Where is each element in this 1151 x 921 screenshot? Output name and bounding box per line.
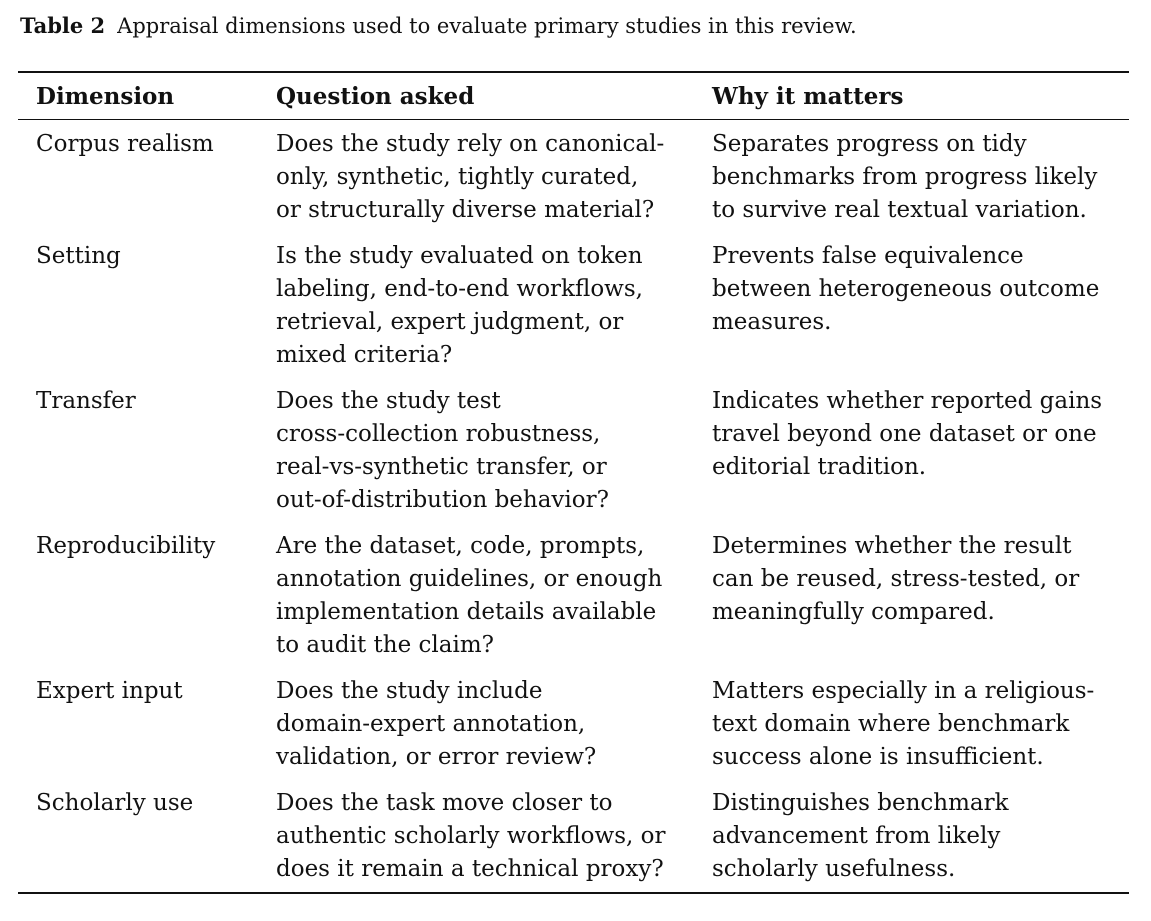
cell-question bbox=[258, 375, 694, 520]
cell-why-line: measures. bbox=[712, 309, 832, 335]
caption-text: Appraisal dimensions used to evaluate primary studies in this review. bbox=[117, 14, 857, 38]
cell-question-line: Does the task move closer to bbox=[276, 790, 613, 816]
cell-dimension: Corpus realism bbox=[36, 131, 214, 157]
cell-why bbox=[694, 777, 1129, 893]
table-row bbox=[18, 230, 1129, 375]
cell-question bbox=[258, 777, 694, 893]
cell-question-line: only, synthetic, tightly curated, bbox=[276, 164, 639, 190]
table-row bbox=[18, 520, 1129, 665]
table-row bbox=[18, 665, 1129, 777]
cell-why-line: travel beyond one dataset or one bbox=[712, 421, 1097, 447]
cell-why-line: Matters especially in a religious- bbox=[712, 678, 1095, 704]
header-why: Why it matters bbox=[712, 83, 904, 110]
cell-question-line: mixed criteria? bbox=[276, 342, 453, 368]
cell-question-line: out-of-distribution behavior? bbox=[276, 487, 609, 513]
cell-dimension: Expert input bbox=[36, 678, 183, 704]
cell-why-line: Prevents false equivalence bbox=[712, 243, 1024, 269]
cell-why-line: between heterogeneous outcome bbox=[712, 276, 1100, 302]
cell-why-line: Indicates whether reported gains bbox=[712, 388, 1103, 414]
cell-why-line: can be reused, stress-tested, or bbox=[712, 566, 1080, 592]
cell-question-line: authentic scholarly workflows, or bbox=[276, 823, 666, 849]
cell-question bbox=[258, 230, 694, 375]
cell-question-line: retrieval, expert judgment, or bbox=[276, 309, 624, 335]
cell-question-line: Does the study include bbox=[276, 678, 543, 704]
cell-question-line: to audit the claim? bbox=[276, 632, 494, 658]
cell-question-line: Is the study evaluated on token bbox=[276, 243, 643, 269]
cell-why bbox=[694, 520, 1129, 665]
cell-question bbox=[258, 665, 694, 777]
cell-question-line: cross-collection robustness, bbox=[276, 421, 601, 447]
table-row bbox=[18, 375, 1129, 520]
header-dimension: Dimension bbox=[36, 83, 175, 110]
cell-dimension: Scholarly use bbox=[36, 790, 194, 816]
table-header-row bbox=[18, 72, 1129, 120]
cell-why-line: to survive real textual variation. bbox=[712, 197, 1087, 223]
header-question: Question asked bbox=[276, 83, 475, 110]
cell-question-line: real-vs-synthetic transfer, or bbox=[276, 454, 607, 480]
table-row bbox=[18, 120, 1129, 231]
cell-why-line: benchmarks from progress likely bbox=[712, 164, 1098, 190]
cell-why-line: success alone is insufficient. bbox=[712, 744, 1044, 770]
cell-why-line: scholarly usefulness. bbox=[712, 856, 956, 882]
cell-question-line: Are the dataset, code, prompts, bbox=[276, 533, 645, 559]
cell-why-line: meaningfully compared. bbox=[712, 599, 995, 625]
cell-why-line: editorial tradition. bbox=[712, 454, 927, 480]
cell-why-line: advancement from likely bbox=[712, 823, 1001, 849]
table-label: Table 2 bbox=[20, 13, 106, 38]
cell-question-line: Does the study rely on canonical- bbox=[276, 131, 665, 157]
cell-why-line: text domain where benchmark bbox=[712, 711, 1070, 737]
cell-question-line: domain-expert annotation, bbox=[276, 711, 586, 737]
cell-why-line: Distinguishes benchmark bbox=[712, 790, 1009, 816]
cell-why bbox=[694, 665, 1129, 777]
cell-why-line: Determines whether the result bbox=[712, 533, 1072, 559]
cell-dimension: Reproducibility bbox=[36, 533, 216, 559]
cell-dimension: Setting bbox=[36, 243, 121, 269]
table-caption bbox=[20, 12, 857, 40]
table-row bbox=[18, 777, 1129, 893]
table-body bbox=[18, 120, 1129, 894]
cell-question-line: validation, or error review? bbox=[276, 744, 597, 770]
cell-dimension: Transfer bbox=[36, 388, 136, 414]
cell-why bbox=[694, 230, 1129, 375]
cell-question-line: labeling, end-to-end workflows, bbox=[276, 276, 643, 302]
cell-question-line: does it remain a technical proxy? bbox=[276, 856, 664, 882]
cell-question-line: annotation guidelines, or enough bbox=[276, 566, 663, 592]
cell-why bbox=[694, 120, 1129, 231]
appraisal-table bbox=[18, 71, 1129, 894]
cell-question bbox=[258, 120, 694, 231]
cell-why bbox=[694, 375, 1129, 520]
cell-question-line: implementation details available bbox=[276, 599, 657, 625]
cell-why-line: Separates progress on tidy bbox=[712, 131, 1027, 157]
cell-question-line: or structurally diverse material? bbox=[276, 197, 655, 223]
cell-question bbox=[258, 520, 694, 665]
cell-question-line: Does the study test bbox=[276, 388, 501, 414]
